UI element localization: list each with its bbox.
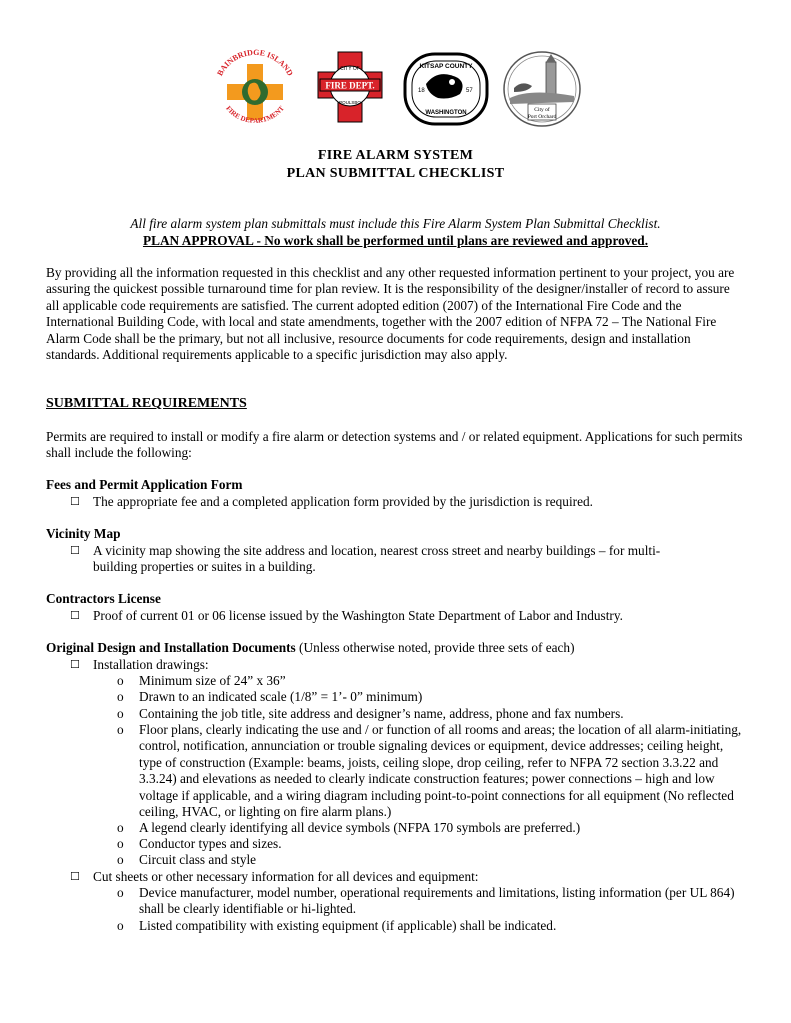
bullet-icon: o bbox=[117, 673, 124, 688]
svg-text:18: 18 bbox=[418, 88, 425, 94]
installation-drawings-label: Installation drawings: bbox=[93, 657, 209, 672]
bullet-icon: o bbox=[117, 689, 124, 704]
checkbox-icon[interactable]: ☐ bbox=[70, 544, 80, 557]
contractors-heading: Contractors License bbox=[46, 591, 161, 606]
poulsbo-fire-dept-logo bbox=[310, 48, 390, 130]
svg-text:FIRE DEPARTMENT: FIRE DEPARTMENT bbox=[224, 104, 286, 125]
checkbox-icon[interactable]: ☐ bbox=[70, 870, 80, 883]
cut-sheets-label: Cut sheets or other necessary information for all devices and equipment: bbox=[93, 869, 479, 884]
bullet-icon: o bbox=[117, 706, 124, 721]
svg-text:FIRE DEPT.: FIRE DEPT. bbox=[325, 80, 375, 91]
bullet-icon: o bbox=[117, 820, 124, 835]
svg-text:Port Orchard: Port Orchard bbox=[527, 114, 557, 120]
fees-item-text: The appropriate fee and a completed application form provided by the jurisdiction is required. bbox=[93, 494, 593, 509]
intro-italic-note: All fire alarm system plan submittals must include this Fire Alarm System Plan Submittal Checklist. bbox=[130, 216, 661, 231]
bullet-icon: o bbox=[117, 918, 124, 933]
contractors-item-text: Proof of current 01 or 06 license issued by the Washington State Department of Labor and Industry. bbox=[93, 608, 623, 623]
logo-row bbox=[210, 48, 590, 130]
svg-text:WASHINGTON: WASHINGTON bbox=[425, 110, 467, 116]
permits-paragraph: Permits are required to install or modify a fire alarm or detection systems and / or related equipment. Applications for such permits shall include the following: bbox=[46, 429, 743, 461]
plan-approval-notice: PLAN APPROVAL - No work shall be performed until plans are reviewed and approved. bbox=[142, 233, 649, 248]
checkbox-icon[interactable]: ☐ bbox=[70, 658, 80, 671]
checkbox-icon[interactable]: ☐ bbox=[70, 609, 80, 622]
svg-text:City of: City of bbox=[534, 107, 550, 113]
bullet-icon: o bbox=[117, 836, 124, 851]
bullet-icon: o bbox=[117, 722, 124, 737]
document-page: BAINBRIDGE ISLAND FIRE DEPARTMENT CITY OF FIRE DEPT. POULSBO KITSAP COUNTY 18 57 WASHINGTON City of Port Orchard FIRE ALARM SYSTEM PLAN SUBMITTAL CHECKLIST All fire alarm system plan submittals must include this Fire Alarm System Plan Submittal Checklist. PLAN APPROVAL - No work shall be performed until plans are reviewed and approved. By providing all the information requested in this checklist and any other requested information pertinent to your project, you are assuring the quickest possible turnaround time for plan review. It is the responsibility of the designer/installer of record to assure all applicable code requirements are satisfied. The current adopted edition (2007) of the International Fire Code and the International Building Code, with local and state amendments, together with the 2007 edition of NFPA 72 – The National Fire Alarm Code shall be the primary, but not all inclusive, resource documents for code requirements, design and installation standards. Additional requirements applicable to a specific jurisdiction may also apply. SUBMITTAL REQUIREMENTS Permits are required to install or modify a fire alarm or detection systems and / or related equipment. Applications for such permits shall include the following: Fees and Permit Application Form ☐ The appropriate fee and a completed application form provided by the jurisdiction is required. Vicinity Map ☐ A vicinity map showing the site address and location, nearest cross street and nearby buildings – for multi-building properties or suites in a building. Contractors License ☐ Proof of current 01 or 06 license issued by the Washington State Department of Labor and Industry. Original Design and Installation Documents (Unless otherwise noted, provide three sets of each) ☐ Installation drawings: o Minimum size of 24” x 36” o Drawn to an indicated scale (1/8” = 1’- 0” minimum) o Containing the job title, site address and designer’s name, address, phone and fax numbers. o Floor plans, clearly indicating the use and / or function of all rooms and areas; the location of all alarm-initiating, control, notification, annunciation or trouble signaling devices or equipment, device addresses; ceiling height, type of construction (Example: beams, joists, ceiling slope, drop ceiling, refer to NFPA 72 section 3.3.22 and 3.3.24) and elevations as needed to clearly indicate construction features; power connections – high and low voltage if applicable, and a wiring diagram including point-to-point connections for all equipment (No reflected ceiling, HVAC, or lighting on fire alarm plans.) o A legend clearly identifying all device symbols (NFPA 170 symbols are preferred.) o Conductor types and sizes. o Circuit class and style ☐ Cut sheets or other necessary information for all devices and equipment: o Device manufacturer, model number, operational requirements and limitations, listing information (per UL 864) shall be clearly identifiable or hi-lighted. o Listed compatibility with existing equipment (if applicable) shall be indicated. bbox=[0, 0, 791, 1023]
vicinity-item-text: A vicinity map showing the site address and location, nearest cross street and nearby buildings – for multi-building properties or suites in a building. bbox=[93, 543, 661, 575]
svg-text:CITY OF: CITY OF bbox=[340, 66, 360, 72]
svg-text:POULSBO: POULSBO bbox=[339, 100, 361, 105]
design-heading-text: Original Design and Installation Documents bbox=[46, 640, 296, 655]
bainbridge-island-fire-logo bbox=[210, 48, 300, 130]
svg-text:BAINBRIDGE ISLAND: BAINBRIDGE ISLAND bbox=[215, 48, 295, 78]
document-title-line1: FIRE ALARM SYSTEM bbox=[317, 148, 474, 163]
document-title-line2: PLAN SUBMITTAL CHECKLIST bbox=[286, 166, 505, 181]
svg-text:KITSAP COUNTY: KITSAP COUNTY bbox=[419, 63, 473, 70]
port-orchard-logo bbox=[500, 48, 584, 130]
bullet-icon: o bbox=[117, 885, 124, 900]
fees-heading: Fees and Permit Application Form bbox=[46, 477, 243, 492]
submittal-requirements-heading: SUBMITTAL REQUIREMENTS bbox=[46, 396, 247, 411]
kitsap-county-logo bbox=[402, 48, 490, 130]
design-heading-note: (Unless otherwise noted, provide three sets of each) bbox=[295, 640, 575, 655]
design-documents-heading bbox=[46, 640, 575, 656]
svg-text:57: 57 bbox=[466, 88, 473, 94]
intro-paragraph: By providing all the information requested in this checklist and any other requested information pertinent to your project, you are assuring the quickest possible turnaround time for plan review. It is the responsibility of the designer/installer of record to assure all applicable code requirements are satisfied. The current adopted edition (2007) of the International Fire Code and the International Building Code, with local and state amendments, together with the 2007 edition of NFPA 72 – The National Fire Alarm Code shall be the primary, but not all inclusive, resource documents for code requirements, design and installation standards. Additional requirements applicable to a specific jurisdiction may also apply. bbox=[46, 265, 735, 363]
checkbox-icon[interactable]: ☐ bbox=[70, 495, 80, 508]
bullet-icon: o bbox=[117, 852, 124, 867]
vicinity-heading: Vicinity Map bbox=[46, 526, 121, 541]
